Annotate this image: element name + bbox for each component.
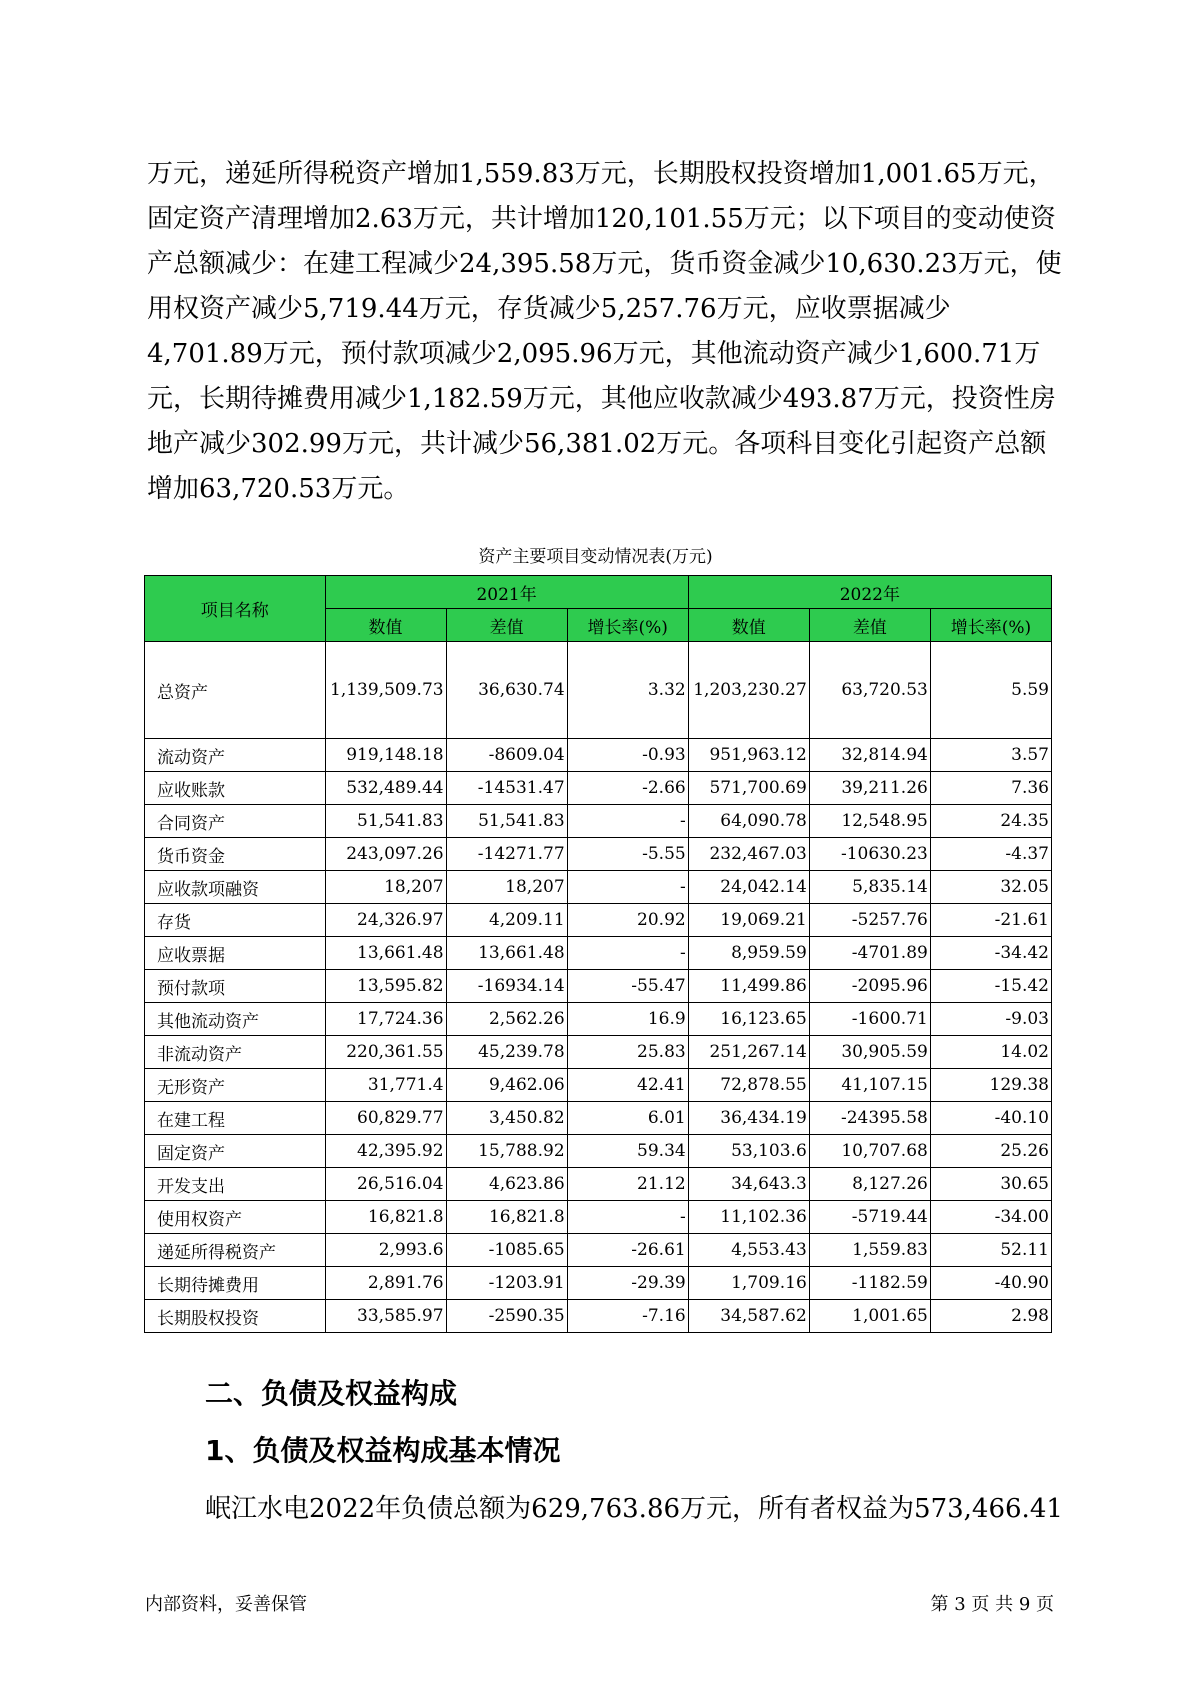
- cell-d22: -4701.89: [809, 937, 930, 970]
- cell-d21: -8609.04: [446, 739, 567, 772]
- header-item-name: 项目名称: [145, 576, 326, 642]
- row-item-name: 无形资产: [145, 1069, 326, 1102]
- cell-v22: 4,553.43: [688, 1234, 809, 1267]
- cell-v22: 36,434.19: [688, 1102, 809, 1135]
- cell-v21: 51,541.83: [325, 805, 446, 838]
- cell-v21: 2,993.6: [325, 1234, 446, 1267]
- intro-paragraph: 万元，递延所得税资产增加1,559.83万元，长期股权投资增加1,001.65万元，固定资产清理增加2.63万元，共计增加120,101.55万元；以下项目的变动使资产总额减少：在建工程减少24,395.58万元，货币资金减少10,630.23万元，使用权资产减少5,719.44万元，存货减少5,257.76万元，应收票据减少4,701.89万元，预付款项减少2,095.96万元，其他流动资产减少1,600.71万元，长期待摊费用减少1,182.59万元，其他应收款减少493.87万元，投资性房地产减少302.99万元，共计减少56,381.02万元。各项科目变化引起资产总额增加63,720.53万元。: [147, 159, 1062, 504]
- cell-v21: 60,829.77: [325, 1102, 446, 1135]
- cell-v22: 1,203,230.27: [688, 642, 809, 739]
- cell-r21: -7.16: [567, 1300, 688, 1333]
- cell-r21: 6.01: [567, 1102, 688, 1135]
- cell-d21: 9,462.06: [446, 1069, 567, 1102]
- table-row: [145, 1267, 1052, 1300]
- cell-d21: 2,562.26: [446, 1003, 567, 1036]
- cell-d22: 1,001.65: [809, 1300, 930, 1333]
- cell-v22: 64,090.78: [688, 805, 809, 838]
- cell-d21: -1085.65: [446, 1234, 567, 1267]
- cell-d21: 36,630.74: [446, 642, 567, 739]
- row-item-name: 总资产: [145, 642, 326, 739]
- row-item-name: 固定资产: [145, 1135, 326, 1168]
- cell-r22: 30.65: [930, 1168, 1051, 1201]
- cell-d21: -1203.91: [446, 1267, 567, 1300]
- cell-d22: 41,107.15: [809, 1069, 930, 1102]
- row-item-name: 货币资金: [145, 838, 326, 871]
- table-row: [145, 1102, 1052, 1135]
- cell-r22: -15.42: [930, 970, 1051, 1003]
- cell-d22: -1182.59: [809, 1267, 930, 1300]
- cell-v22: 24,042.14: [688, 871, 809, 904]
- table-row: [145, 871, 1052, 904]
- cell-v21: 42,395.92: [325, 1135, 446, 1168]
- table-row: [145, 642, 1052, 739]
- table-row: [145, 1201, 1052, 1234]
- cell-d22: 8,127.26: [809, 1168, 930, 1201]
- cell-r21: -26.61: [567, 1234, 688, 1267]
- cell-r22: 3.57: [930, 739, 1051, 772]
- cell-v22: 19,069.21: [688, 904, 809, 937]
- cell-v21: 532,489.44: [325, 772, 446, 805]
- cell-v22: 251,267.14: [688, 1036, 809, 1069]
- cell-v22: 1,709.16: [688, 1267, 809, 1300]
- cell-r22: 52.11: [930, 1234, 1051, 1267]
- cell-r21: 21.12: [567, 1168, 688, 1201]
- cell-v21: 31,771.4: [325, 1069, 446, 1102]
- header-2021-rate: 增长率(%): [567, 609, 688, 642]
- row-item-name: 流动资产: [145, 739, 326, 772]
- table-row: [145, 904, 1052, 937]
- row-item-name: 存货: [145, 904, 326, 937]
- row-item-name: 应收款项融资: [145, 871, 326, 904]
- cell-d22: 10,707.68: [809, 1135, 930, 1168]
- cell-d22: 30,905.59: [809, 1036, 930, 1069]
- cell-v21: 18,207: [325, 871, 446, 904]
- table-row: [145, 1036, 1052, 1069]
- table-row: [145, 937, 1052, 970]
- cell-r21: -: [567, 805, 688, 838]
- cell-r22: 14.02: [930, 1036, 1051, 1069]
- header-year-2021: 2021年: [325, 576, 688, 609]
- cell-d21: -16934.14: [446, 970, 567, 1003]
- cell-r21: -2.66: [567, 772, 688, 805]
- cell-r22: 2.98: [930, 1300, 1051, 1333]
- header-2022-value: 数值: [688, 609, 809, 642]
- cell-v22: 951,963.12: [688, 739, 809, 772]
- cell-v21: 220,361.55: [325, 1036, 446, 1069]
- cell-d22: 5,835.14: [809, 871, 930, 904]
- cell-r22: 24.35: [930, 805, 1051, 838]
- cell-r22: 5.59: [930, 642, 1051, 739]
- cell-v22: 72,878.55: [688, 1069, 809, 1102]
- cell-v21: 1,139,509.73: [325, 642, 446, 739]
- table-row: [145, 1234, 1052, 1267]
- cell-v22: 34,587.62: [688, 1300, 809, 1333]
- cell-v21: 13,595.82: [325, 970, 446, 1003]
- cell-v21: 33,585.97: [325, 1300, 446, 1333]
- row-item-name: 在建工程: [145, 1102, 326, 1135]
- cell-v22: 34,643.3: [688, 1168, 809, 1201]
- cell-v21: 26,516.04: [325, 1168, 446, 1201]
- cell-d21: -2590.35: [446, 1300, 567, 1333]
- cell-d22: 1,559.83: [809, 1234, 930, 1267]
- cell-d22: 39,211.26: [809, 772, 930, 805]
- cell-r22: -40.10: [930, 1102, 1051, 1135]
- header-year-2022: 2022年: [688, 576, 1051, 609]
- cell-d22: -2095.96: [809, 970, 930, 1003]
- cell-r21: -: [567, 871, 688, 904]
- cell-r22: -9.03: [930, 1003, 1051, 1036]
- cell-r22: -40.90: [930, 1267, 1051, 1300]
- closing-paragraph: 岷江水电2022年负债总额为629,763.86万元，所有者权益为573,466.41: [205, 1494, 1063, 1524]
- cell-r21: 25.83: [567, 1036, 688, 1069]
- cell-v21: 243,097.26: [325, 838, 446, 871]
- cell-r22: 25.26: [930, 1135, 1051, 1168]
- cell-d21: 18,207: [446, 871, 567, 904]
- cell-d22: -24395.58: [809, 1102, 930, 1135]
- asset-change-table: [144, 575, 1052, 1333]
- row-item-name: 应收账款: [145, 772, 326, 805]
- cell-r22: 129.38: [930, 1069, 1051, 1102]
- table-row: [145, 805, 1052, 838]
- cell-d21: -14531.47: [446, 772, 567, 805]
- cell-d21: 13,661.48: [446, 937, 567, 970]
- cell-d22: -1600.71: [809, 1003, 930, 1036]
- cell-r21: -0.93: [567, 739, 688, 772]
- table-row: [145, 1069, 1052, 1102]
- cell-r22: -34.00: [930, 1201, 1051, 1234]
- row-item-name: 长期股权投资: [145, 1300, 326, 1333]
- cell-d22: -5257.76: [809, 904, 930, 937]
- cell-d22: 32,814.94: [809, 739, 930, 772]
- cell-v22: 11,499.86: [688, 970, 809, 1003]
- cell-r22: 7.36: [930, 772, 1051, 805]
- cell-v22: 11,102.36: [688, 1201, 809, 1234]
- cell-v22: 8,959.59: [688, 937, 809, 970]
- row-item-name: 开发支出: [145, 1168, 326, 1201]
- cell-v21: 17,724.36: [325, 1003, 446, 1036]
- cell-r21: 59.34: [567, 1135, 688, 1168]
- cell-v22: 232,467.03: [688, 838, 809, 871]
- header-2022-diff: 差值: [809, 609, 930, 642]
- cell-r21: -: [567, 1201, 688, 1234]
- row-item-name: 非流动资产: [145, 1036, 326, 1069]
- cell-r22: -4.37: [930, 838, 1051, 871]
- cell-d21: 15,788.92: [446, 1135, 567, 1168]
- cell-v21: 16,821.8: [325, 1201, 446, 1234]
- cell-r21: 20.92: [567, 904, 688, 937]
- row-item-name: 合同资产: [145, 805, 326, 838]
- cell-r21: 42.41: [567, 1069, 688, 1102]
- cell-r21: -: [567, 937, 688, 970]
- row-item-name: 其他流动资产: [145, 1003, 326, 1036]
- row-item-name: 预付款项: [145, 970, 326, 1003]
- cell-v21: 919,148.18: [325, 739, 446, 772]
- row-item-name: 使用权资产: [145, 1201, 326, 1234]
- table-row: [145, 970, 1052, 1003]
- row-item-name: 应收票据: [145, 937, 326, 970]
- table-row: [145, 838, 1052, 871]
- cell-r22: -21.61: [930, 904, 1051, 937]
- cell-d21: 4,623.86: [446, 1168, 567, 1201]
- cell-d21: 3,450.82: [446, 1102, 567, 1135]
- table-caption: 资产主要项目变动情况表(万元): [478, 547, 713, 567]
- table-row: [145, 1135, 1052, 1168]
- cell-r21: 3.32: [567, 642, 688, 739]
- cell-v21: 2,891.76: [325, 1267, 446, 1300]
- cell-d21: 4,209.11: [446, 904, 567, 937]
- cell-d22: -10630.23: [809, 838, 930, 871]
- cell-r21: 16.9: [567, 1003, 688, 1036]
- cell-d21: 51,541.83: [446, 805, 567, 838]
- cell-d21: -14271.77: [446, 838, 567, 871]
- cell-r21: -29.39: [567, 1267, 688, 1300]
- table-row: [145, 739, 1052, 772]
- section-heading: 二、负债及权益构成: [205, 1377, 458, 1410]
- cell-r22: 32.05: [930, 871, 1051, 904]
- cell-d22: -5719.44: [809, 1201, 930, 1234]
- table-row: [145, 1168, 1052, 1201]
- footer-page-number: 第 3 页 共 9 页: [930, 1594, 1054, 1615]
- row-item-name: 长期待摊费用: [145, 1267, 326, 1300]
- cell-r21: -5.55: [567, 838, 688, 871]
- subsection-heading: 1、负债及权益构成基本情况: [205, 1434, 561, 1467]
- table-row: [145, 1300, 1052, 1333]
- cell-r21: -55.47: [567, 970, 688, 1003]
- cell-r22: -34.42: [930, 937, 1051, 970]
- cell-v22: 53,103.6: [688, 1135, 809, 1168]
- cell-v22: 571,700.69: [688, 772, 809, 805]
- cell-v21: 24,326.97: [325, 904, 446, 937]
- table-row: [145, 1003, 1052, 1036]
- header-2021-diff: 差值: [446, 609, 567, 642]
- table-row: [145, 772, 1052, 805]
- cell-v21: 13,661.48: [325, 937, 446, 970]
- cell-d22: 12,548.95: [809, 805, 930, 838]
- header-2022-rate: 增长率(%): [930, 609, 1051, 642]
- footer-confidential-note: 内部资料，妥善保管: [145, 1594, 307, 1615]
- cell-d21: 16,821.8: [446, 1201, 567, 1234]
- cell-d22: 63,720.53: [809, 642, 930, 739]
- cell-v22: 16,123.65: [688, 1003, 809, 1036]
- row-item-name: 递延所得税资产: [145, 1234, 326, 1267]
- header-2021-value: 数值: [325, 609, 446, 642]
- cell-d21: 45,239.78: [446, 1036, 567, 1069]
